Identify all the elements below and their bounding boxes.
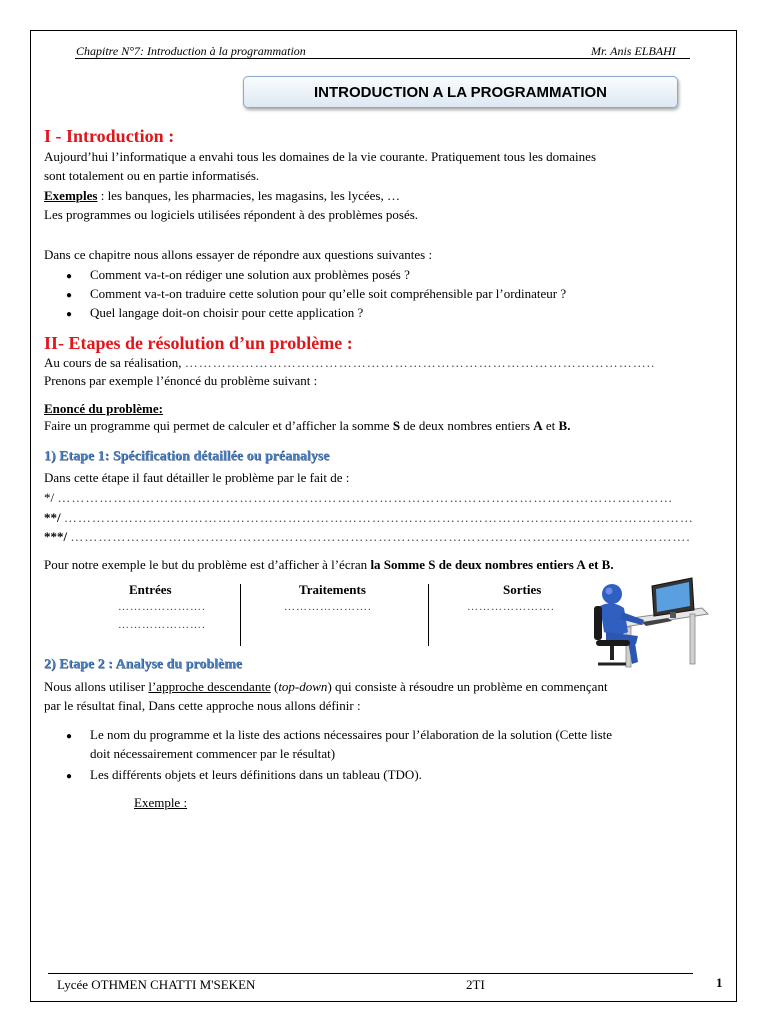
section-intro-heading: I - Introduction : [44,126,175,146]
etape1-item [44,490,673,506]
page-number: 1 [716,975,723,990]
question-item: Comment va-t-on rédiger une solution aux problèmes posés ? [90,267,410,282]
sorties-dots: …………………. [467,601,555,613]
text-part: Nous allons utiliser [44,679,149,694]
etape2-heading: 2) Etape 2 : Analyse du problème [44,657,243,672]
etape2-line2: par le résultat final, Dans cette approche nous allons définir : [44,698,361,713]
etape1-item [44,510,694,526]
item-dots: …………………………………………………………………………………………………………………… [57,490,674,505]
enonce-var-s: S [392,418,401,433]
examples-line [44,188,400,204]
author-header: Mr. Anis ELBAHI [591,44,676,58]
realisation-dots: ……………………………………………………………………………………….. [184,355,656,370]
entrees-dots: …………………. [118,601,206,613]
definition-item-line2: doit nécessairement commencer par le résultat) [90,746,336,761]
intro-paragraph-line1: Aujourd’hui l’informatique a envahi tous les domaines de la vie courante. Pratiquement tous les domaines [44,149,596,164]
definition-item-line1: Le nom du programme et la liste des actions nécessaires pour l’élaboration de la solution (Cette liste [90,727,613,742]
item-label: **/ [44,510,61,525]
person-at-computer-icon [590,572,710,672]
column-divider [428,584,429,646]
traitements-dots: …………………. [284,601,372,613]
etape1-heading: 1) Etape 1: Spécification détaillée ou préanalyse [44,449,330,464]
prenons-line: Prenons par exemple l’énoncé du problème suivant : [44,373,318,388]
enonce-var-a: A [533,418,543,433]
enonce-part: de deux nombres entiers [400,418,534,433]
column-divider [240,584,241,646]
top-down-term: top-down [278,679,328,694]
bullet-icon: ● [66,309,73,320]
item-label: */ [44,490,55,505]
bullet-icon: ● [66,771,73,782]
item-dots: ……………………………………………………………………………………………………………………. [70,529,691,544]
goal-line [44,557,614,573]
enonce-label: Enoncé du problème: [44,401,163,416]
section-steps-heading: II- Etapes de résolution d’un problème : [44,333,353,353]
title-banner [243,76,678,108]
goal-text: Pour notre exemple le but du problème est d’afficher à l’écran [44,557,371,572]
etape2-line1 [44,679,608,695]
column-sorties: Sorties [503,582,542,597]
text-part: ( [270,679,279,694]
examples-text: : les banques, les pharmacies, les magasins, les lycées, … [97,188,400,203]
enonce-part: et [542,418,559,433]
enonce-part: Faire un programme qui permet de calculer et d’afficher la somme [44,418,393,433]
intro-paragraph-line2: sont totalement ou en partie informatisés. [44,168,260,183]
footer-class: 2TI [466,977,485,992]
item-dots: ……………………………………………………………………………………………………………………… [63,510,694,525]
intro-paragraph-2: Les programmes ou logiciels utilisées répondent à des problèmes posés. [44,207,419,222]
entrees-dots: …………………. [118,619,206,631]
bullet-icon: ● [66,271,73,282]
definition-item: Les différents objets et leurs définitions dans un tableau (TDO). [90,767,422,782]
question-item: Comment va-t-on traduire cette solution pour qu’elle soit compréhensible par l’ordinateur ? [90,286,567,301]
header-divider [75,58,690,59]
etape1-intro: Dans cette étape il faut détailler le problème par le fait de : [44,470,350,485]
column-traitements: Traitements [299,582,366,597]
text-part: ) qui consiste à résoudre un problème en commençant [327,679,608,694]
chapter-header: Chapitre N°7: Introduction à la programmation [76,44,306,58]
bullet-icon: ● [66,290,73,301]
question-item: Quel langage doit-on choisir pour cette application ? [90,305,364,320]
enonce-var-b: B. [558,418,571,433]
realisation-line [44,355,655,371]
etape1-item [44,529,691,545]
page-title: INTRODUCTION A LA PROGRAMMATION [313,83,608,101]
column-entrees: Entrées [129,582,172,597]
goal-bold: la Somme S de deux nombres entiers A et B. [370,557,614,572]
footer-divider [48,973,693,974]
approche-descendante: l’approche descendante [148,679,271,694]
realisation-text: Au cours de sa réalisation, [44,355,185,370]
bullet-icon: ● [66,731,73,742]
enonce-text [44,418,570,434]
footer-school: Lycée OTHMEN CHATTI M'SEKEN [57,977,256,992]
item-label: ***/ [44,529,68,544]
exemple-label: Exemple : [134,795,188,810]
intro-paragraph-3: Dans ce chapitre nous allons essayer de répondre aux questions suivantes : [44,247,433,262]
examples-label: Exemples [44,188,98,203]
